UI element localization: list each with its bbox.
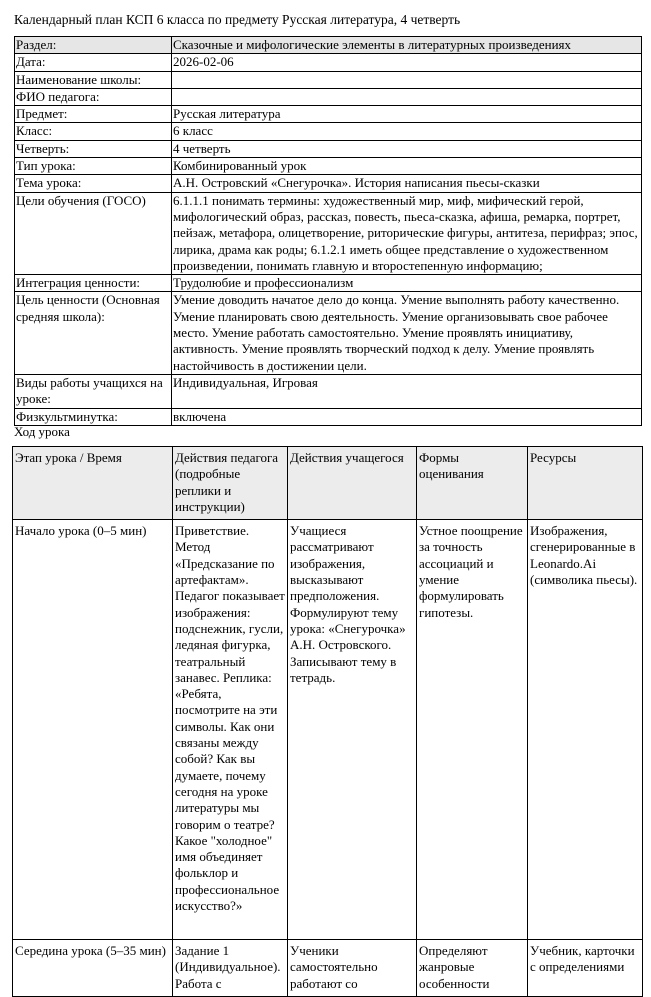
info-value: Умение доводить начатое дело до конца. Умение выполнять работу качественно. Умение планировать свою деятельность. Умение организовывать свое рабочее место. Умение работать самостоятельно. Умение проявлять инициативу, активность. Умение проявлять творческий подход к делу. Умение проявлять настойчивость в достижении цели. — [172, 292, 642, 374]
header-assessment: Формы оценивания — [417, 447, 528, 520]
info-value: 6.1.1.1 понимать термины: художественный мир, миф, мифический герой, мифологический образ, рассказ, повесть, пьеса-сказка, афиша, ремарка, портрет, пейзаж, метафора, олицетворение, риторические фигуры, антитеза, перифраз; эпос, лирика, драма как роды; 6.1.2.1 иметь общее представление о художественном произведении, понимать главную и второстепенную информацию; — [172, 192, 642, 274]
lesson-info-table — [14, 36, 642, 426]
info-row-teacher — [15, 88, 642, 105]
info-row-class — [15, 123, 642, 140]
assessment-cell: Устное поощрение за точность ассоциаций и умение формулировать гипотезы. — [417, 520, 528, 940]
info-row-lesson-type — [15, 158, 642, 175]
info-row-section — [15, 37, 642, 54]
header-stage: Этап урока / Время — [13, 447, 173, 520]
info-label: Цели обучения (ГОСО) — [15, 192, 172, 274]
page-title: Календарный план КСП 6 класса по предмету Русская литература, 4 четверть — [14, 12, 461, 27]
info-label: Тема урока: — [15, 175, 172, 192]
info-value: Русская литература — [172, 106, 642, 123]
info-row-topic — [15, 175, 642, 192]
info-row-date — [15, 54, 642, 71]
flow-header-row — [13, 447, 643, 520]
stage-cell: Середина урока (5–35 мин) — [13, 940, 173, 997]
info-value: Индивидуальная, Игровая — [172, 374, 642, 408]
header-teacher-actions: Действия педагога (подробные реплики и инструкции) — [173, 447, 288, 520]
info-value — [172, 71, 642, 88]
info-label: ФИО педагога: — [15, 88, 172, 105]
info-label: Четверть: — [15, 140, 172, 157]
resources-cell: Изображения, сгенерированные в Leonardo.Ai (символика пьесы). — [528, 520, 643, 940]
assessment-cell: Определяют жанровые особенности — [417, 940, 528, 997]
teacher-cell: Приветствие. Метод «Предсказание по артефактам». Педагог показывает изображения: подснежник, гусли, ледяная фигурка, театральный занавес. Реплика: «Ребята, посмотрите на эти символы. Как они связаны между собой? Как вы думаете, почему сегодня на уроке литературы мы говорим о театре? Какое "холодное" имя объединяет фольклор и профессиональное искусство?» — [173, 520, 288, 940]
info-value: 2026-02-06 — [172, 54, 642, 71]
info-row-physical-break — [15, 408, 642, 425]
info-label: Цель ценности (Основная средняя школа): — [15, 292, 172, 374]
stage-cell: Начало урока (0–5 мин) — [13, 520, 173, 940]
info-label: Дата: — [15, 54, 172, 71]
info-row-work-types — [15, 374, 642, 408]
info-row-learning-goals — [15, 192, 642, 274]
info-value: А.Н. Островский «Снегурочка». История написания пьесы-сказки — [172, 175, 642, 192]
info-row-school — [15, 71, 642, 88]
info-row-subject — [15, 106, 642, 123]
info-row-value-integration — [15, 275, 642, 292]
info-label: Раздел: — [15, 37, 172, 54]
info-label: Предмет: — [15, 106, 172, 123]
lesson-flow-title: Ход урока — [14, 424, 70, 439]
info-label: Интеграция ценности: — [15, 275, 172, 292]
teacher-cell: Задание 1 (Индивидуальное). Работа с — [173, 940, 288, 997]
info-label: Наименование школы: — [15, 71, 172, 88]
info-row-value-goal — [15, 292, 642, 374]
header-resources: Ресурсы — [528, 447, 643, 520]
table-row — [13, 520, 643, 940]
info-label: Физкультминутка: — [15, 408, 172, 425]
info-value: включена — [172, 408, 642, 425]
info-label: Класс: — [15, 123, 172, 140]
lesson-flow-table — [12, 446, 643, 997]
info-value: 6 класс — [172, 123, 642, 140]
info-value: Трудолюбие и профессионализм — [172, 275, 642, 292]
info-value: Комбинированный урок — [172, 158, 642, 175]
resources-cell: Учебник, карточки с определениями — [528, 940, 643, 997]
info-label: Тип урока: — [15, 158, 172, 175]
info-value: Сказочные и мифологические элементы в литературных произведениях — [172, 37, 642, 54]
student-cell: Учащиеся рассматривают изображения, высказывают предположения. Формулируют тему урока: «Снегурочка» А.Н. Островского. Записывают тему в тетрадь. — [288, 520, 417, 940]
info-label: Виды работы учащихся на уроке: — [15, 374, 172, 408]
info-value — [172, 88, 642, 105]
info-row-quarter — [15, 140, 642, 157]
info-value: 4 четверть — [172, 140, 642, 157]
table-row — [13, 940, 643, 997]
header-student-actions: Действия учащегося — [288, 447, 417, 520]
student-cell: Ученики самостоятельно работают со — [288, 940, 417, 997]
